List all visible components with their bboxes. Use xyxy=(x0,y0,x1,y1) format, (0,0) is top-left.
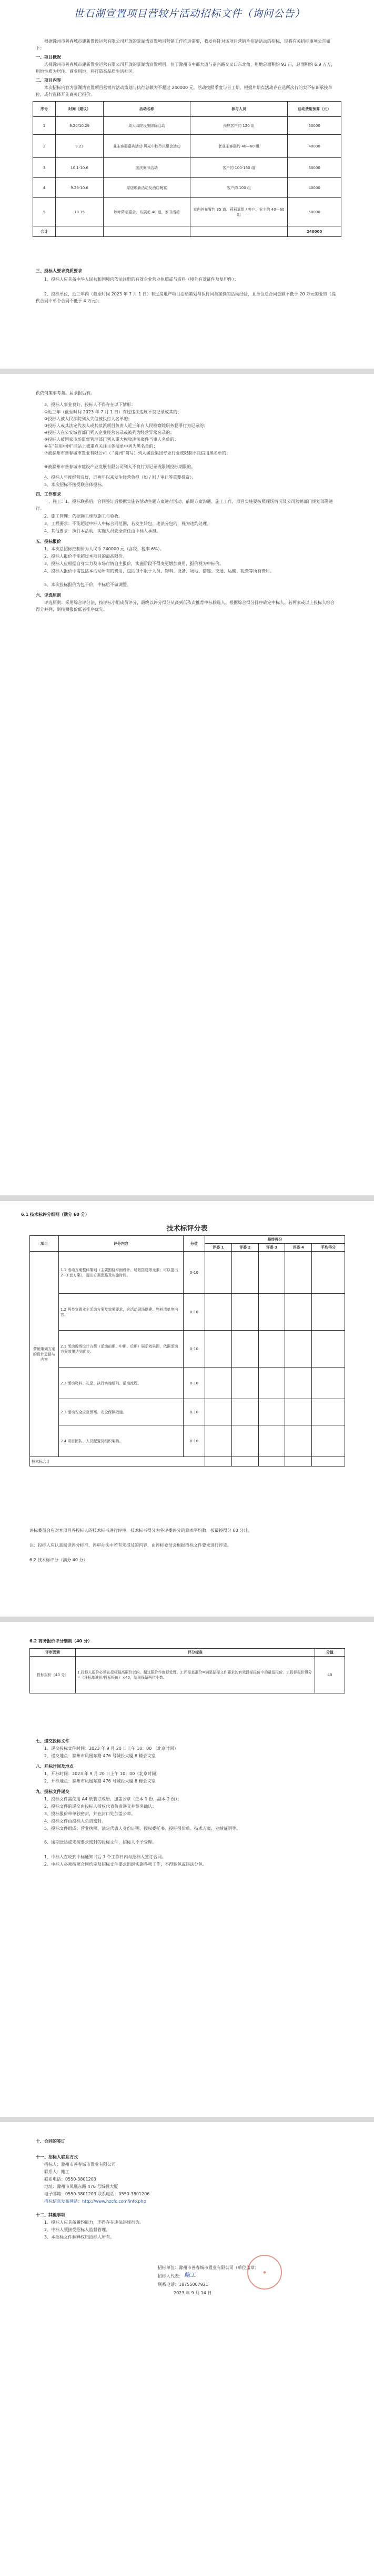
table-header-cell: 参与人员 xyxy=(190,102,288,117)
grade-header-cell: 评委 3 xyxy=(258,1244,285,1252)
signature-phone: 联系电话：18755007921 xyxy=(158,2282,208,2287)
contact-website-link[interactable]: 招标信息发布网站：http://www.hzcfc.com/info.php xyxy=(44,2199,146,2204)
grading-heading: 6.1 技术标评分细则（满分 60 分） xyxy=(21,1212,89,1217)
grade-header-cell: 评委 1 xyxy=(205,1244,232,1252)
price-rule: 2、投标人报价不能超过本项目的最高限价。 xyxy=(44,554,127,559)
requirement-3: 3、投标人事业良好，投标人不得存在以下情形： xyxy=(44,402,136,407)
price-row-score: 40 xyxy=(315,1657,345,1693)
grade-header-cell: 最终得分 xyxy=(205,1236,345,1244)
table-cell: 40000 xyxy=(288,178,341,198)
exclusion-item: ⑧被滁州市善春城市建设产业发展有限公司列入不良行为记录或限制投标期限的。 xyxy=(44,464,196,469)
exclusion-item: ④投标人在公安城管部门列入企业经营名录或被列为经营异常名录的； xyxy=(44,430,175,435)
grade-header-cell: 分值 xyxy=(184,1236,205,1252)
grade-header-cell: 评委 4 xyxy=(285,1244,312,1252)
table-total-value: 240000 xyxy=(288,226,341,237)
page-4 xyxy=(0,1622,374,2117)
table-cell: 50000 xyxy=(288,198,341,226)
price-grading-heading: 6.2 商务报价评分细则（40 分） xyxy=(29,1639,92,1643)
table-cell: 业主客群嘉宾活动 风光中秋节庆聚会活动 xyxy=(104,135,190,158)
section-10-heading: 十、合同的签订 xyxy=(36,2139,65,2144)
contact-person: 联系人：鲍工 xyxy=(44,2169,69,2174)
table-total-label: 合计 xyxy=(33,226,56,237)
price-row-factor: 投标报价（40 分） xyxy=(30,1657,76,1693)
evaluation-principle: 评选原则：采用综合评分法，按评标小组成员评分，最终以评分得分从高到低依次推荐中标候选人。根据综合得分排序确定中标人。若两家或以上投标人综合得分并列，则按照报价低者排序优先。 xyxy=(36,600,335,612)
page-separator xyxy=(0,369,374,374)
section-3-heading: 三、投标人要求资质要求 xyxy=(36,269,82,273)
price-rule: 5、本次投标报价为包干价，中标后不做调整。 xyxy=(44,582,132,587)
opening-time: 1、开标时间：2023 年 9 月 20 日上午 10：00（北京时间） xyxy=(44,1771,160,1776)
section-11-heading: 十一、招标人联系方式 xyxy=(36,2155,78,2159)
table-cell: 40000 xyxy=(288,135,341,158)
document-title: 世石湖宣置项目营较片活动招标文件（询问公告） xyxy=(73,8,305,19)
section-2-heading: 二、项目内容 xyxy=(36,78,61,83)
price-rule: 1、本次总招标控制价为人民币 240000 元（含税，税率 6%）。 xyxy=(44,547,164,551)
table-cell: 9.29-10.6 xyxy=(55,178,103,198)
table-header-cell: 活动费用预算（元） xyxy=(288,102,341,117)
exclusion-item: ⑤投标人被国家市场监督管理部门列入重大税收违法案件当事人名单的； xyxy=(44,437,179,442)
price-rule: 3、投标人应根据自身实力及市场行情自主报价，实施阶段不得变更增加费用，报价视为中标价。 xyxy=(44,561,224,566)
grade-row-category: 营销策划方案的设计思路与内容 xyxy=(30,1252,59,1457)
grade-total-label: 技术标合计 xyxy=(30,1457,205,1467)
opening-place: 2、开标地点：滁州市凤凰东路 476 号城投大厦 8 楼会议室 xyxy=(44,1779,156,1784)
table-cell: 国庆聚节活动 xyxy=(104,158,190,178)
company-seal-icon: ● xyxy=(247,2255,282,2290)
submission-rule: 5、投标文件组成：营业执照、法定代表人身份证明、授权委托书、投标报价单、技术方案、业绩证明等。 xyxy=(44,1826,241,1831)
grade-row-score: 0-10 xyxy=(184,1399,205,1425)
requirement-4: 4、投标人年度经营良好，近两年以来发生经营负担（如 / 则 / 审计等重要投资）。 xyxy=(44,475,196,480)
table-cell: 室内外布置约 35 道、莉莉嘉组 / 客户、业主约 40—60 组 xyxy=(190,198,288,226)
page-2 xyxy=(0,374,374,1195)
handwritten-signature: 鲍工 xyxy=(184,2272,196,2278)
contact-company: 招标人：滁州市善春城市置业有限公司 xyxy=(44,2162,116,2167)
grade-row-score: 0-10 xyxy=(184,1331,205,1368)
grade-row-score: 0-10 xyxy=(184,1368,205,1399)
page-separator xyxy=(0,1195,374,1201)
contact-address: 地址：滁州市凤凰东路 476 号城投大厦 xyxy=(44,2184,118,2189)
exclusion-item: ⑦被滁州市善春城市置业有限公司（ “滁州”简写）列入城投集团专业行业或限制不良信用黑名单的； xyxy=(44,451,230,455)
work-requirement: 一、施工：1、投标联系后，合同签订后根据实施各活动主题方案进行活动、前期方案沟通、施工工作，项目实施要按照现场情况及公司营销部门规划部署进行。 xyxy=(36,499,333,511)
table-cell: 1 xyxy=(33,117,56,135)
page-5 xyxy=(0,2122,374,2576)
grade-row-content: 2.3 活动安全应急预案、安全保障措施。 xyxy=(59,1399,184,1425)
other-item: 3、本招标文件解释权归招标人所有。 xyxy=(44,2235,115,2240)
price-header-cell: 评分标准 xyxy=(76,1649,315,1657)
grade-row-score: 0-10 xyxy=(184,1294,205,1331)
submission-rule: 2、投标文件的递交由投标人授权代表负责递交并签名确认； xyxy=(44,1804,157,1809)
contract-rule: 2、中标人必须按照合同约定及招标文件要求组织实施各项工作，不得转包或违法分包。 xyxy=(44,1862,207,1867)
submission-place: 2、递交地点：滁州市凤凰东路 476 号城投大厦 8 楼会议室 xyxy=(44,1753,156,1758)
section-4-heading: 四、工作要求 xyxy=(36,492,61,497)
table-cell: 客户约 100 组 xyxy=(190,178,288,198)
exclusion-item: ③投标人或其法定代表人或其拟派项目负责人近三年有人民检察院职务犯罪行为记录的； xyxy=(44,423,208,428)
requirement-2: 2、投标单位，近三年内（截至时间 2023 年 7 月 1 日）有过房地产项目活动策划与执行同类案例的活动经验，且单位总合同金额不低于 20 万元的业绩（提供合同中单个合同不低于 4 万元）； xyxy=(36,292,336,303)
section-6-heading: 六、评选原则 xyxy=(36,593,61,598)
grade-row-content: 1.1 活动方案整体策划（主要围绕平面设计、场景搭建等元素；可以提出 2~3 套方案），提出方案思路及实施时间。 xyxy=(59,1252,184,1294)
grade-header-cell: 平均得分 xyxy=(312,1244,345,1252)
requirement-1: 1、投标人应具备中华人民共和国境内依法注册的有效企业营业执照或与资料（境外有效证件及复印件）； xyxy=(44,277,239,282)
submission-rule: 6、逾期送达或未按要求密封的投标文件，招标人不予受理。 xyxy=(44,1840,157,1845)
grade-row-content: 2.2 活动物料、礼品、执行实施细则、活动流程。 xyxy=(59,1368,184,1399)
grade-row-content: 2.1 活动现场设计方案（活动前期、中期、后期）展示效果图，依据活动方案效果达到优良。 xyxy=(59,1331,184,1368)
table-cell: 60000 xyxy=(288,158,341,178)
table-cell: 3 xyxy=(33,158,56,178)
intro-paragraph: 根据滁州市善春城市建新置设运营有限公司开放的景湖湾宣置项目营销工作推进需要，我发将针对该项目营销片招活活动的招标，现将有关招标事项公告如下： xyxy=(36,39,330,51)
section-7-heading: 七、递交投标文件 xyxy=(36,1739,69,1743)
submission-rule: 1、投标文件需使用 A4 纸装订成册，加盖公章（正本 1 份，副本 2 份）； xyxy=(44,1797,182,1801)
table-cell: 9.20/10.29 xyxy=(55,117,103,135)
grading-table-title: 技术标评分表 xyxy=(166,1225,208,1233)
table-cell: 客户约 100-150 组 xyxy=(190,158,288,178)
table-header-cell: 活动名称 xyxy=(104,102,190,117)
price-header-cell: 评审因素 xyxy=(30,1649,76,1657)
requirement-note: 供依何策事考备。届求报后有。 xyxy=(36,391,95,395)
table-cell: 预热客户约 120 组 xyxy=(190,117,288,135)
requirement-5: 5、本次招标不接受联合体投标。 xyxy=(44,482,106,487)
section-1-paragraph: 选择滁州市善春城市建新置业运营有限公司开放的景湖湾宣置项目，位于滁州市中都大道与嘉兴路交叉口东北角，用地总面积约 93 亩，总面积约 6.9 万方，用地性质为居住、商业用地，将打造高品质生活社区。 xyxy=(36,62,336,74)
table-cell: 50000 xyxy=(288,117,341,135)
grade-header-cell: 评委 2 xyxy=(231,1244,258,1252)
table-cell: 4 xyxy=(33,178,56,198)
table-header-cell: 时间（建议） xyxy=(55,102,103,117)
submission-rule: 3、投标报价单单独密封，并在封口处加盖公章。 xyxy=(44,1811,136,1816)
price-grading-table xyxy=(29,1648,345,1693)
work-requirement: 4、其他要求：执行本活动，实施人员安全责任由中标人承担。 xyxy=(44,529,161,533)
table-cell: 老业主客群约 40—60 组 xyxy=(190,135,288,158)
table-cell: 家居焕新活动及酒店晚宴 xyxy=(104,178,190,198)
signature-date: 2023 年 9 月 14 日 xyxy=(174,2291,212,2295)
page-separator xyxy=(0,1617,374,1622)
contact-phone: 联系电话：0550-3801203 xyxy=(44,2177,96,2182)
work-requirement: 2、施工管理：依据施工规范施工与验收。 xyxy=(44,514,123,519)
submission-time: 1、递交投标文件时间：2023 年 9 月 20 日上午 10：00 （北京时间） xyxy=(44,1746,178,1751)
table-cell: 10.1-10.6 xyxy=(55,158,103,178)
page-1 xyxy=(0,0,374,369)
section-5-heading: 五、投标报价 xyxy=(36,539,61,544)
contract-rule: 1、中标人在收到中标通知书后 7 个工作日内与招标人签订合同。 xyxy=(44,1855,166,1859)
table-cell: 周大四院设施除除活动 xyxy=(104,117,190,135)
price-row-standard: 1.投标人报价必须在投标最高限价以内，超过限价作废标处理。2.评标基准价=满足招标文件要求的有效投标报价中的最低报价。3.投标报价得分=（评标基准价/投标报价）×40，结果保留两位小数。 xyxy=(76,1657,315,1693)
contact-email: 电子邮箱：0550-3801203 联系电话：0550-3801206 xyxy=(44,2192,150,2196)
page-3 xyxy=(0,1201,374,1617)
grade-row-content: 1.2 两类宣置业主活动方案及效果要求，含活动现场搭建、物料清单等内容。 xyxy=(59,1294,184,1331)
other-item: 2、中标人须接受招标人监督管理。 xyxy=(44,2227,110,2232)
exclusion-item: ①近三年（截至时间 2023 年 7 月 1 日）有过违法违规不良记录或其的； xyxy=(44,410,181,414)
grading-note: 评标委员会应对本项目各投标人的技术标书进行评审，技术标书得分为各评委评分的算术平均数，按最终得分 60 分计。 xyxy=(29,1528,252,1533)
signature-person-label: 招标人代表： xyxy=(158,2274,183,2278)
exclusion-item: ⑥在“信用中国”网站上被重点关注主体清单中列为黑名单的； xyxy=(44,444,158,449)
section-1-heading: 一、项目概况 xyxy=(36,55,61,60)
section-2-paragraph: 本次招标内容为景湖湾宣置项目营销片活动策划与执行总额为不超过 240000 元，活动按照季度与首工期，根据片期点活动存在选所次行的实不标识承接单位，或行选择开先商务已报价。 xyxy=(36,85,332,97)
section-12-heading: 十二、其他事项 xyxy=(36,2213,65,2217)
page-separator xyxy=(0,2117,374,2122)
grading-note: 注：投标人应认真阅读评分标准，评审办法中若有未提及的内容，由评标委员会根据招标文件要求进行评定。 xyxy=(29,1543,231,1548)
submission-rule: 4、投标文件由投标人负责密封。 xyxy=(44,1819,106,1824)
work-requirement: 3、工程要求：不能超过中标人中标合同范围，若发生转包、违法分包的，视为违约处理。 xyxy=(44,521,211,526)
exclusion-item: ②投标人被人民法院列入失信被执行人名单的； xyxy=(44,417,133,421)
other-item: 1、投标人应具备履约能力，不得存在违法违规行为。 xyxy=(44,2220,144,2225)
table-cell: 2 xyxy=(33,135,56,158)
section-9-heading: 九、投标文件递交 xyxy=(36,1789,69,1794)
grade-row-content: 2.4 项目团队、人员配置及组织架构。 xyxy=(59,1425,184,1457)
grading-note: 6.2 技术标评分（满分 40 分） xyxy=(29,1558,88,1562)
grade-row-score: 0-10 xyxy=(184,1425,205,1457)
grade-header-cell: 评分内容 xyxy=(59,1236,184,1252)
table-cell: 9.23 xyxy=(55,135,103,158)
table-header-cell: 序号 xyxy=(33,102,56,117)
technical-grading-table xyxy=(29,1235,345,1467)
price-rule: 4、投标人报价中需包括本活动所有的费用，包括但不限于人员、物料、设备、场地、搭建、交通、运输、税费等所有费用。 xyxy=(44,569,275,573)
table-cell: 秋叶降临嘉会、布展毛 40 道、家书活动 xyxy=(104,198,190,226)
price-header-cell: 分值 xyxy=(315,1649,345,1657)
activity-budget-table xyxy=(33,101,341,237)
section-8-heading: 八、开标时间及地点 xyxy=(36,1764,74,1769)
table-cell: 10.15 xyxy=(55,198,103,226)
grade-header-cell: 项目 xyxy=(30,1236,59,1252)
grade-row-score: 0-10 xyxy=(184,1252,205,1294)
table-cell: 5 xyxy=(33,198,56,226)
signature-company: 招标单位：滁州市善春城市置业有限公司（单位盖章） xyxy=(158,2265,259,2270)
